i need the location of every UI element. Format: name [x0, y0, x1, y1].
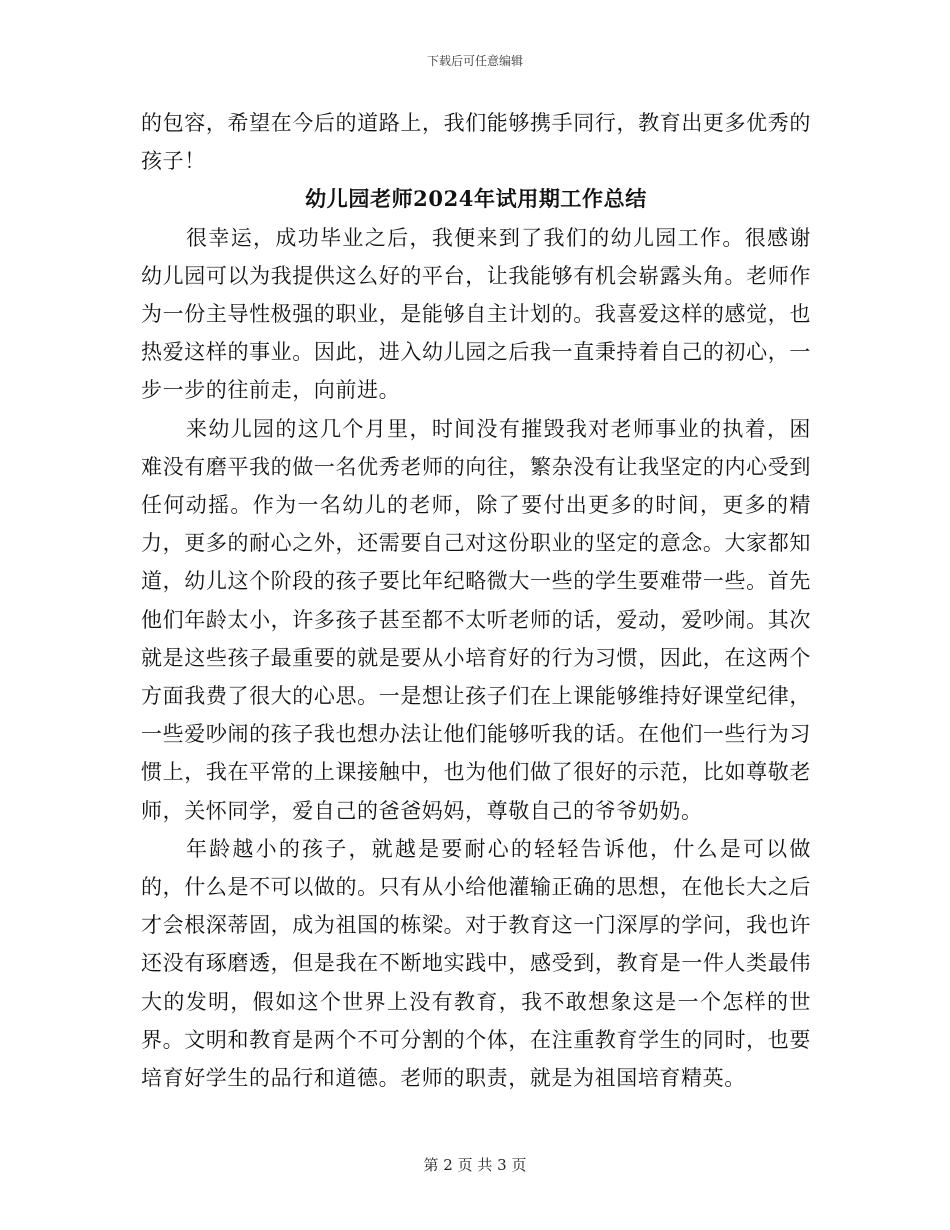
body-paragraph: 来幼儿园的这几个月里，时间没有摧毁我对老师事业的执着，困难没有磨平我的做一名优秀老师的向往，繁杂没有让我坚定的内心受到任何动摇。作为一名幼儿的老师，除了要付出更多的时间，更多的精力，更多的耐心之外，还需要自己对这份职业的坚定的意念。大家都知道，幼儿这个阶段的孩子要比年纪略微大一些的学生要难带一些。首先他们年龄太小，许多孩子甚至都不太听老师的话，爱动，爱吵闹。其次就是这些孩子最重要的就是要从小培育好的行为习惯，因此，在这两个方面我费了很大的心思。一是想让孩子们在上课能够维持好课堂纪律，一些爱吵闹的孩子我也想办法让他们能够听我的话。在他们一些行为习惯上，我在平常的上课接触中，也为他们做了很好的示范，比如尊敬老师，关怀同学，爱自己的爸爸妈妈，尊敬自己的爷爷奶奶。: [141, 416, 811, 823]
document-body: [141, 104, 811, 1097]
body-paragraph: 年龄越小的孩子，就越是要耐心的轻轻告诉他，什么是可以做的，什么是不可以做的。只有从小给他灌输正确的思想，在他长大之后才会根深蒂固，成为祖国的栋梁。对于教育这一门深厚的学问，我也许还没有琢磨透，但是我在不断地实践中，感受到，教育是一件人类最伟大的发明，假如这个世界上没有教育，我不敢想象这是一个怎样的世界。文明和教育是两个不可分割的个体，在注重教育学生的同时，也要培育好学生的品行和道德。老师的职责，就是为祖国培育精英。: [141, 836, 811, 1091]
intro-paragraph: 的包容，希望在今后的道路上，我们能够携手同行，教育出更多优秀的孩子！: [141, 111, 811, 174]
document-title: 幼儿园老师2024年试用期工作总结: [305, 186, 647, 212]
body-paragraph: 很幸运，成功毕业之后，我便来到了我们的幼儿园工作。很感谢幼儿园可以为我提供这么好的平台，让我能够有机会崭露头角。老师作为一份主导性极强的职业，是能够自主计划的。我喜爱这样的感觉，也热爱这样的事业。因此，进入幼儿园之后我一直秉持着自己的初心，一步一步的往前走，向前进。: [141, 225, 811, 403]
page-header-note: 下载后可任意编辑: [426, 54, 523, 68]
page-number-footer: 第 2 页 共 3 页: [423, 1156, 527, 1174]
